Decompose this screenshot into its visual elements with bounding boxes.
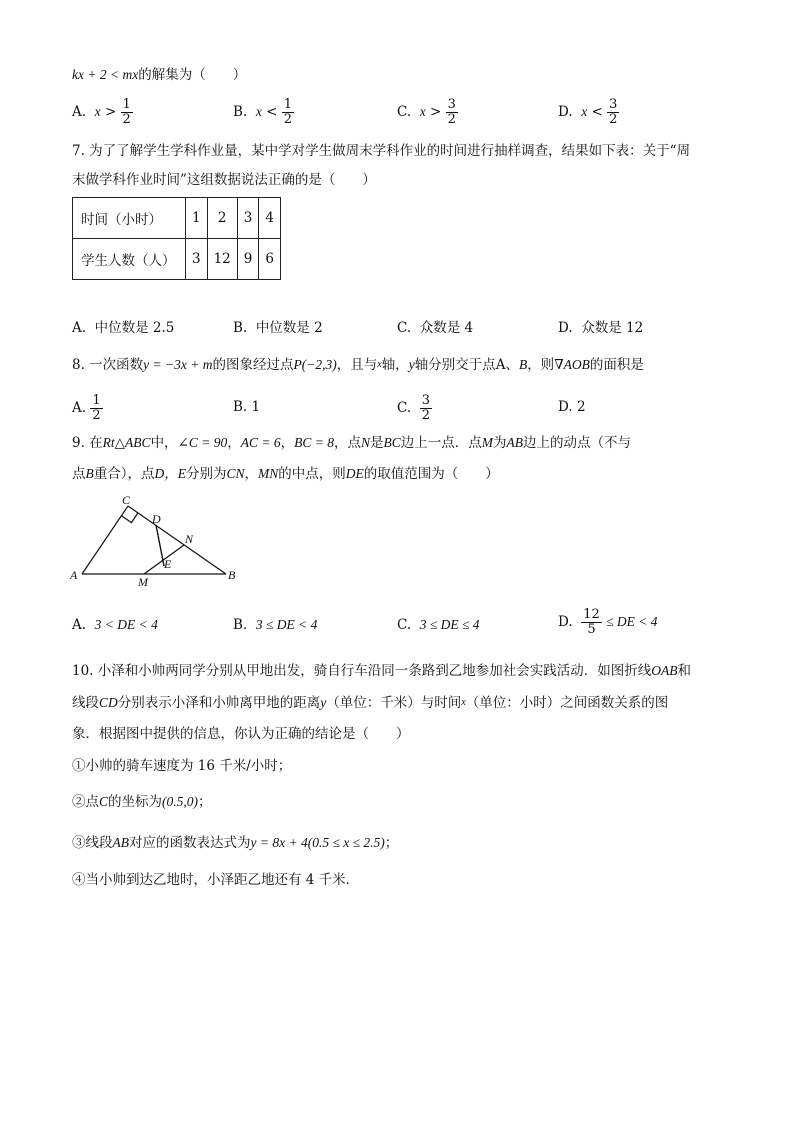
q9-stem-line1: 9. 在Rt△ABC中，∠C = 90，AC = 6，BC = 8，点N是BC边上一点．点M为AB边上的动点（不与 — [72, 435, 632, 451]
side-cb — [128, 506, 226, 574]
segment-de — [156, 525, 164, 566]
option-text: 3 ≤ DE ≤ 4 — [419, 617, 480, 632]
table-cell: 3 — [237, 198, 259, 239]
option-text: 中位数是 2 — [255, 320, 323, 336]
q7-option-b[interactable] — [233, 318, 323, 338]
option-label: B. — [233, 617, 248, 633]
option-op: < — [266, 104, 278, 120]
table-cell: 12 — [207, 239, 237, 280]
option-fraction: $\frac{1}{2}$ — [92, 393, 101, 423]
q10-stem-line1: 10. 小泽和小帅两同学分别从甲地出发，骑自行车沿同一条路到乙地参加社会实践活动．如图折线OAB和 — [72, 663, 692, 679]
q10-statement-2: ②点C的坐标为(0.5,0)； — [72, 794, 212, 810]
option-label: B. — [233, 320, 248, 336]
q9-option-a[interactable] — [72, 615, 158, 635]
option-label: C. — [397, 617, 412, 633]
option-var: x — [94, 104, 101, 119]
q10-statement-4: ④当小帅到达乙地时，小泽距乙地还有 4 千米． — [72, 872, 360, 888]
q8-point: P(−2,3) — [293, 357, 337, 372]
option-label: A. — [72, 104, 87, 120]
table-header-cell: 时间（小时） — [73, 198, 186, 239]
option-fraction: $\frac{3}{2}$ — [421, 393, 431, 423]
option-text: 2 — [576, 399, 586, 415]
option-fraction: $\frac{3}{2}$ — [609, 97, 618, 127]
option-label: C. — [397, 400, 412, 416]
option-label: D. — [558, 104, 573, 120]
q6-option-d[interactable] — [558, 98, 619, 127]
q7-option-d[interactable] — [558, 318, 643, 338]
option-text: 1 — [251, 399, 261, 415]
option-text: 中位数是 2.5 — [94, 320, 175, 336]
q6-stem-tail: 的解集为（ ） — [138, 67, 247, 83]
label-a: A — [70, 568, 78, 582]
q7-option-c[interactable] — [397, 318, 473, 338]
option-fraction: $\frac{1}{2}$ — [122, 97, 131, 127]
q10-stem-line3: 象．根据图中提供的信息，你认为正确的结论是（ ） — [72, 726, 410, 742]
table-cell: 4 — [259, 198, 281, 239]
option-fraction: $\frac{3}{2}$ — [447, 97, 456, 127]
option-text: 3 ≤ DE < 4 — [255, 617, 318, 632]
q8-option-a[interactable] — [72, 394, 103, 423]
option-var: x — [255, 104, 262, 119]
option-label: D. — [558, 320, 573, 336]
q9-triangle-figure — [66, 494, 246, 590]
option-fraction: $\frac{12}{5}$ — [583, 607, 600, 637]
option-var: x — [419, 104, 426, 119]
table-header-cell: 学生人数（人） — [73, 239, 186, 280]
q7-option-a[interactable] — [72, 318, 174, 338]
option-label: A. — [72, 320, 87, 336]
option-label: B. — [233, 399, 248, 415]
table-cell: 6 — [259, 239, 281, 280]
option-op: < — [591, 104, 603, 120]
q8-stem: 8. 一次函数y = −3x + m的图象经过点P(−2,3)，且与$^x$轴，y轴分别交于点A、B，则∇AOB的面积是 — [72, 357, 644, 373]
q6-inequality: kx + 2 < mx — [72, 67, 139, 82]
right-angle-marker — [122, 513, 138, 523]
table-cell: 1 — [186, 198, 208, 239]
option-fraction: $\frac{1}{2}$ — [283, 97, 292, 127]
q8-option-b[interactable] — [233, 397, 260, 417]
label-d: D — [152, 512, 161, 526]
table-row — [73, 239, 281, 280]
table-cell: 3 — [186, 239, 208, 280]
option-label: A. — [72, 617, 87, 633]
q10-statement-1: ①小帅的骑车速度为 16 千米/小时； — [72, 758, 292, 774]
q8-equation: y = −3x + m — [143, 357, 213, 372]
label-c: C — [122, 494, 131, 507]
q7-stem-line2: 末做学科作业时间”这组数据说法正确的是（ ） — [72, 172, 376, 188]
option-text: ≤ DE < 4 — [606, 614, 658, 629]
q6-option-a[interactable] — [72, 98, 133, 127]
q6-option-c[interactable] — [397, 98, 458, 127]
q9-option-b[interactable] — [233, 615, 317, 635]
option-label: A. — [72, 400, 87, 416]
q7-data-table — [72, 197, 281, 280]
q10-statement-3: ③线段AB对应的函数表达式为y = 8x + 4(0.5 ≤ x ≤ 2.5)； — [72, 835, 399, 851]
side-ac — [82, 506, 128, 574]
option-label: C. — [397, 320, 412, 336]
q7-stem-line1: 7. 为了了解学生学科作业量，某中学对学生做周末学科作业的时间进行抽样调查，结果如下表：关于“周 — [72, 143, 691, 159]
option-label: B. — [233, 104, 248, 120]
table-cell: 2 — [207, 198, 237, 239]
q8-option-d[interactable] — [558, 397, 586, 417]
option-op: > — [430, 104, 442, 120]
option-label: C. — [397, 104, 412, 120]
option-op: > — [104, 104, 117, 120]
label-e: E — [164, 557, 172, 571]
option-label: D. — [558, 614, 573, 630]
label-m: M — [138, 575, 148, 589]
option-var: x — [581, 104, 588, 119]
table-row — [73, 198, 281, 239]
option-label: D. — [558, 399, 573, 415]
label-n: N — [185, 532, 194, 546]
option-text: 众数是 4 — [419, 320, 474, 336]
q9-stem-line2: 点B重合），点D，E分别为CN，MN的中点，则DE的取值范围为（ ） — [72, 466, 499, 482]
option-text: 3 < DE < 4 — [94, 617, 158, 632]
table-cell: 9 — [237, 239, 259, 280]
q6-stem — [72, 65, 246, 85]
q6-option-b[interactable] — [233, 98, 294, 127]
q9-option-c[interactable] — [397, 615, 480, 635]
q8-option-c[interactable] — [397, 394, 432, 423]
q10-stem-line2: 线段CD分别表示小泽和小帅离甲地的距离y（单位：千米）与时间$^x$（单位：小时）之间函数关系的图 — [72, 695, 669, 711]
label-b: B — [228, 568, 236, 582]
option-text: 众数是 12 — [581, 320, 644, 336]
q9-option-d[interactable] — [558, 608, 657, 637]
